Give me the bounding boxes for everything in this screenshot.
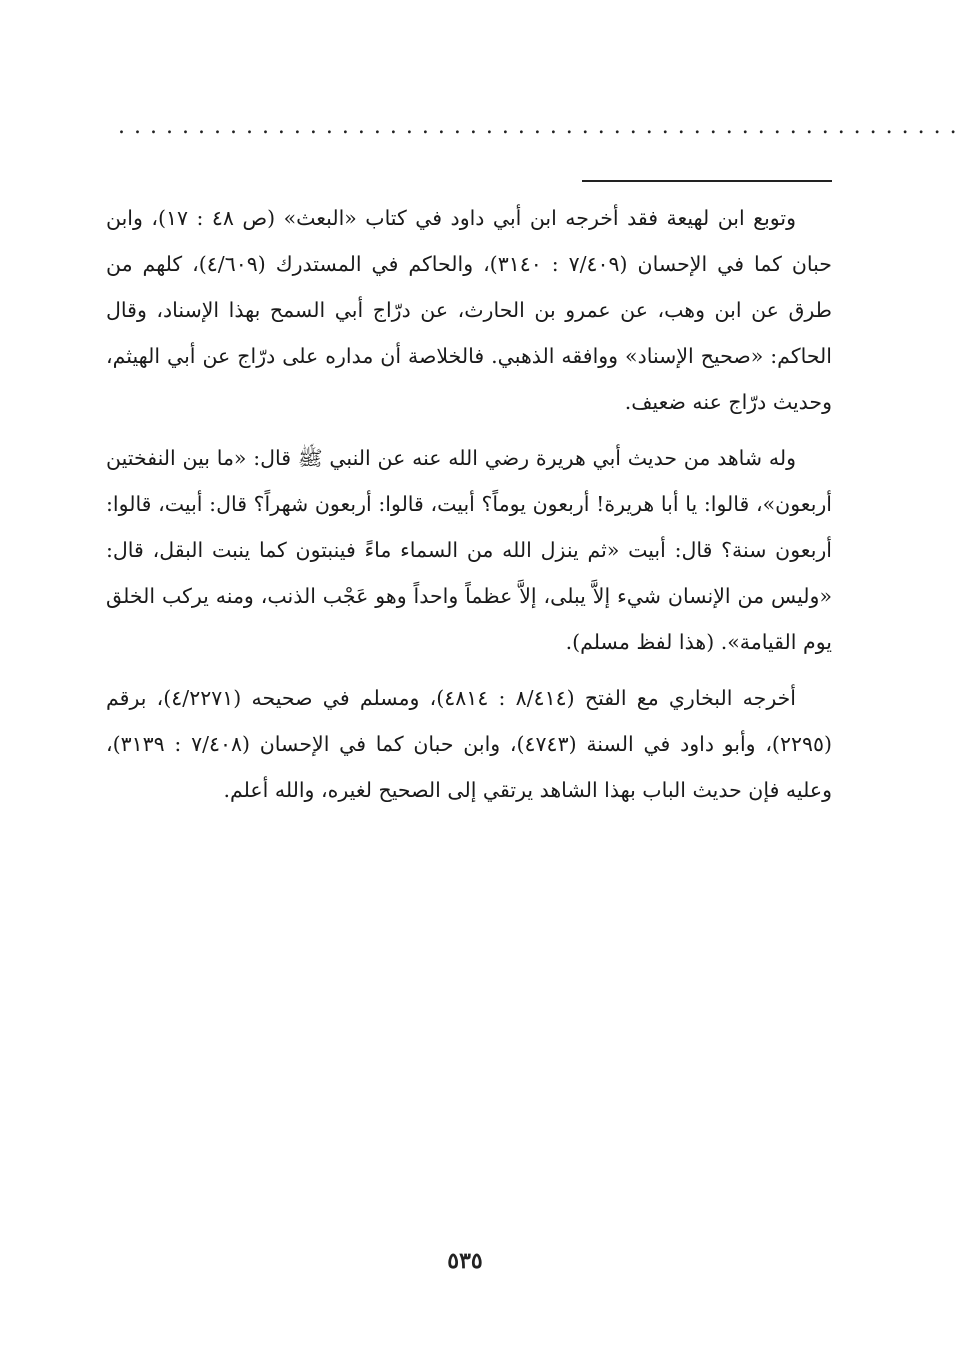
footnote-rule — [582, 180, 832, 182]
footnote-text — [106, 195, 832, 823]
footnote-paragraph-3: أخرجه البخاري مع الفتح (٨/٤١٤ : ٤٨١٤)، ومسلم في صحيحه (٤/٢٢٧١)، برقم (٢٢٩٥)، وأبو داود في السنة (٤٧٤٣)، وابن حبان كما في الإحسان (٧/٤٠٨ : ٣١٣٩)، وعليه فإن حديث الباب بهذا الشاهد يرتقي إلى الصحيح لغيره، والله أعلم. — [106, 686, 832, 802]
footnote-paragraph-2: وله شاهد من حديث أبي هريرة رضي الله عنه عن النبي ﷺ قال: «ما بين النفختين أربعون»، قالوا: يا أبا هريرة! أربعون يوماً؟ أبيت، قالوا: أربعون شهراً؟ قال: أبيت، قالوا: أربعون سنة؟ قال: أبيت «ثم ينزل الله من السماء ماءً فينبتون كما ينبت البقل، قال: «وليس من الإنسان شيء إلاَّ يبلى، إلاَّ عظماً واحداً وهو عَجْب الذنب، ومنه يركب الخلق يوم القيامة». (هذا لفظ مسلم). — [106, 446, 832, 654]
dotted-separator: ..................................................... — [118, 114, 966, 139]
footnote-paragraph-1: وتوبع ابن لهيعة فقد أخرجه ابن أبي داود في كتاب «البعث» (ص ٤٨ : ١٧)، وابن حبان كما في الإحسان (٧/٤٠٩ : ٣١٤٠)، والحاكم في المستدرك (٤/٦٠٩)، كلهم من طرق عن ابن وهب، عن عمرو بن الحارث، عن درّاج أبي السمح بهذا الإسناد، وقال الحاكم: «صحيح الإسناد» ووافقه الذهبي. فالخلاصة أن مداره على درّاج عن أبي الهيثم، وحديث درّاج عنه ضعيف. — [106, 206, 832, 414]
page-number: ٥٣٥ — [447, 1248, 483, 1274]
